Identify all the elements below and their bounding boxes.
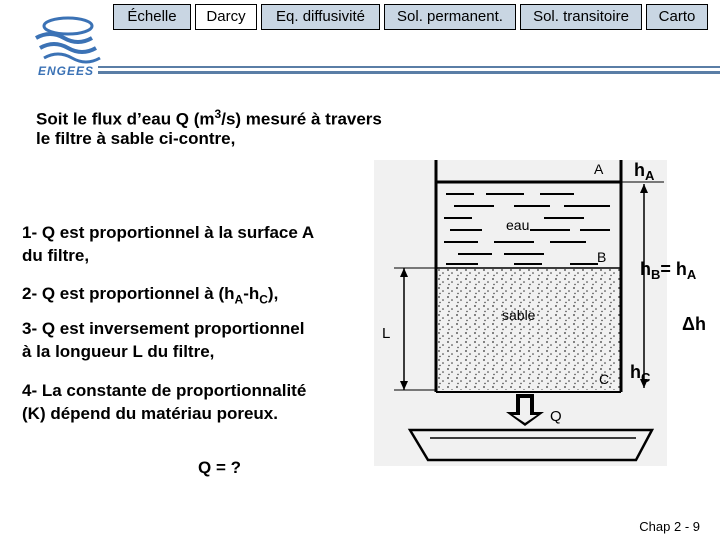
point-3-line-2: à la longueur L du filtre, [22,342,215,361]
tab-eq-diffusivite[interactable]: Eq. diffusivité [261,4,380,30]
point-1-line-1: 1- Q est proportionnel à la surface A [22,223,315,242]
point-2: 2- Q est proportionnel à $(h_A-h_C)$, [22,284,279,307]
sand-layer [438,268,620,390]
head-arrow-top [640,184,648,193]
tab-bar [0,4,720,32]
sand-filter-diagram [374,160,667,466]
tab-sol-transitoire[interactable]: Sol. transitoire [520,4,642,30]
label-delta-h: Δh [682,314,706,334]
header-rule [98,66,720,74]
label-ha: $h_A$ [634,160,655,183]
tab-darcy[interactable]: Darcy [195,4,257,30]
header-rule-line [98,66,720,68]
label-c: C [599,371,610,387]
point-4-line-2: (K) dépend du matériau poreux. [22,404,278,423]
tab-carto[interactable]: Carto [646,4,708,30]
point-1-line-2: du filtre, [22,246,90,265]
tab-sol-permanent[interactable]: Sol. permanent. [384,4,516,30]
label-hb-equals-ha: $h_B= h_A$ [640,259,697,282]
label-b: B [597,249,607,265]
label-sable: sable [502,307,536,323]
point-4-line-1: 4- La constante de proportionnalité [22,381,307,400]
length-arrow-top [400,268,408,277]
question: Q = ? [198,458,241,477]
label-hc: $h_C$ [630,362,651,385]
slide-number: Chap 2 - 9 [639,519,700,534]
intro-line-2: le filtre à sable ci-contre, [36,129,236,148]
collection-basin [410,430,652,460]
label-q: Q [550,408,562,425]
length-arrow-bottom [400,381,408,390]
header-rule-line [98,71,720,74]
intro-line-1: Soit le flux d’eau Q $(m^3/s)$ mesuré à travers [36,107,382,129]
tab-echelle[interactable]: Échelle [113,4,191,30]
point-3-line-1: 3- Q est inversement proportionnel [22,319,305,338]
logo-text: ENGEES [38,64,95,78]
label-a: A [594,161,604,177]
label-eau: eau [506,217,530,233]
sand-filter-figure [374,160,667,466]
label-l: L [382,325,391,342]
